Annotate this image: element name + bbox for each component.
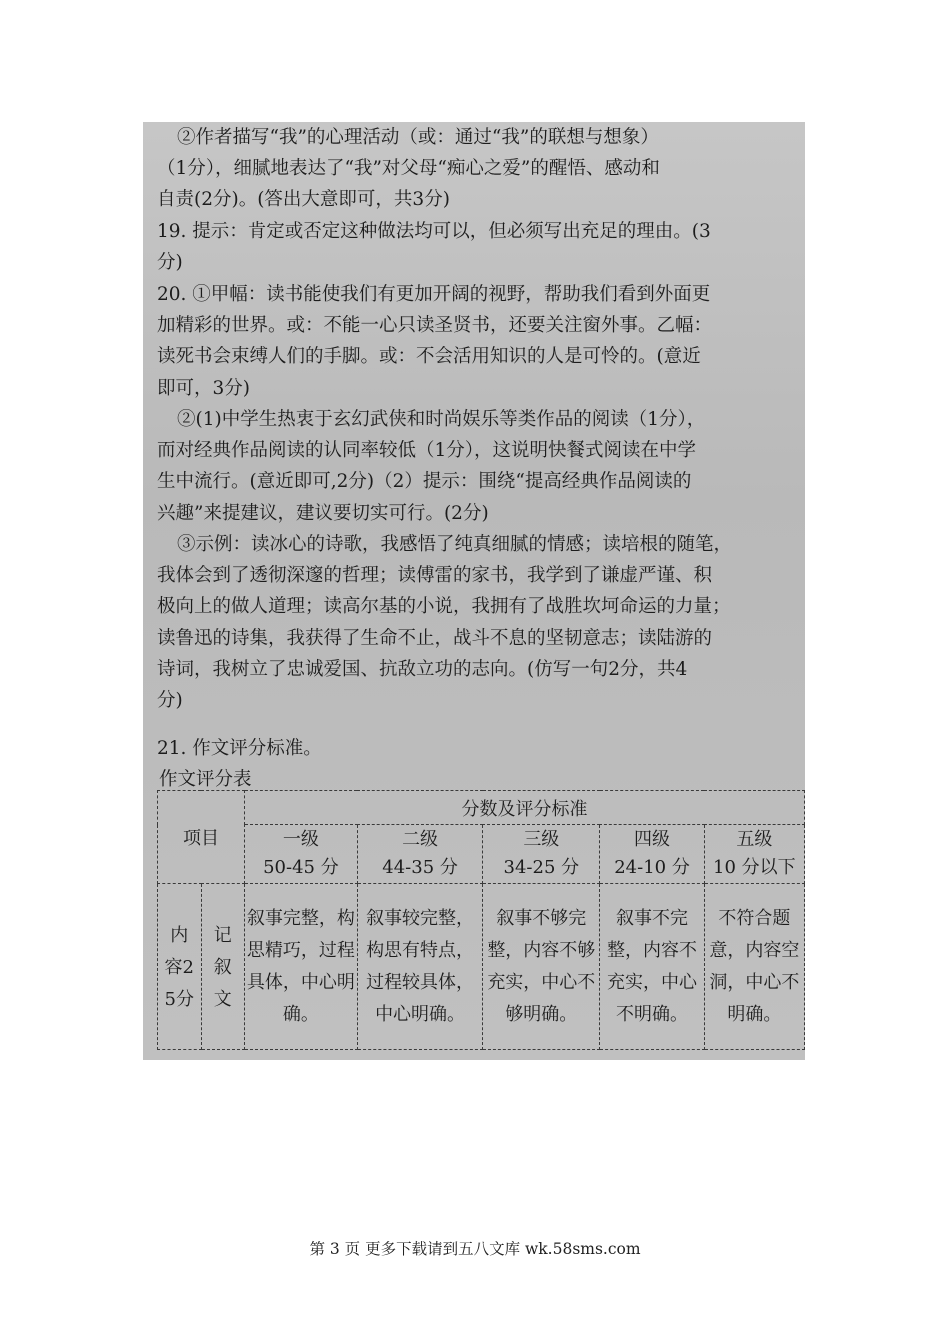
answer-21 [157,733,797,764]
table-cell: 叙事完整，构思精巧，过程具体，中心明确。 [245,884,358,1050]
text-line: 生中流行。(意近即可,2分)（2）提示：围绕“提高经典作品阅读的 [157,471,692,493]
table-cell: 叙事不完整，内容不充实，中心不明确。 [600,884,704,1050]
text-line: 加精彩的世界。或：不能一心只读圣贤书，还要关注窗外事。乙幅： [157,315,713,337]
text-line: 兴趣”来提建议，建议要切实可行。(2分) [157,502,489,524]
answer-20-2 [157,404,797,529]
text-line: 我体会到了透彻深邃的哲理；读傅雷的家书，我学到了谦虚严谨、积 [157,565,713,587]
scanned-answer-page [143,122,805,1060]
text-line: 即可，3分) [157,377,250,399]
answer-20-1 [157,279,797,404]
table-cell: 叙事较完整，构思有特点，过程较具体，中心明确。 [357,884,482,1050]
level-header: 一级 50-45 分 [245,825,358,884]
text-line: 自责(2分)。(答出大意即可，共3分) [157,189,450,211]
answer-19 [157,216,797,278]
text-line: （1分），细腻地表达了“我”对父母“痴心之爱”的醒悟、感动和 [157,158,660,180]
group-header: 分数及评分标准 [245,791,805,825]
row-sublabel: 记叙文 [201,884,245,1050]
table-cell: 不符合题意，内容空洞，中心不明确。 [704,884,804,1050]
level-header: 三级 34-25 分 [483,825,600,884]
level-header: 五级 10 分以下 [704,825,804,884]
table-cell: 叙事不够完整，内容不够充实，中心不够明确。 [483,884,600,1050]
answer-18-2 [157,122,797,216]
item-header: 项目 [158,791,245,884]
level-header: 四级 24-10 分 [600,825,704,884]
text-line: ②作者描写“我”的心理活动（或：通过“我”的联想与想象） [177,127,659,148]
text-line: 而对经典作品阅读的认同率较低（1分），这说明快餐式阅读在中学 [157,440,697,462]
text-line: 21. 作文评分标准。 [157,738,322,759]
essay-scoring-table [157,790,805,1050]
text-line: 极向上的做人道理；读高尔基的小说，我拥有了战胜坎坷命运的力量； [157,596,731,618]
row-label: 内容25分 [158,884,202,1050]
text-line: 20. ①甲幅：读书能使我们有更加开阔的视野，帮助我们看到外面更 [157,284,711,305]
text-line: 读死书会束缚人们的手脚。或：不会活用知识的人是可怜的。(意近 [157,346,701,368]
text-line: ③示例：读冰心的诗歌，我感悟了纯真细腻的情感；读培根的随笔， [177,534,733,555]
text-line: 读鲁迅的诗集，我获得了生命不止，战斗不息的坚韧意志；读陆游的 [157,627,713,649]
table-title: 作文评分表 [159,769,252,790]
text-line: 诗词，我树立了忠诚爱国、抗敌立功的志向。(仿写一句2分，共4 [157,658,688,680]
answer-20-3 [157,529,797,716]
page-footer: 第 3 页 更多下载请到五八文库 wk.58sms.com [309,1240,641,1258]
text-line: 分) [157,252,183,274]
text-line: ②(1)中学生热衷于玄幻武侠和时尚娱乐等类作品的阅读（1分）， [177,409,706,430]
level-header: 二级 44-35 分 [357,825,482,884]
text-line: 19. 提示：肯定或否定这种做法均可以，但必须写出充足的理由。(3 [157,221,711,242]
text-line: 分) [157,690,183,712]
